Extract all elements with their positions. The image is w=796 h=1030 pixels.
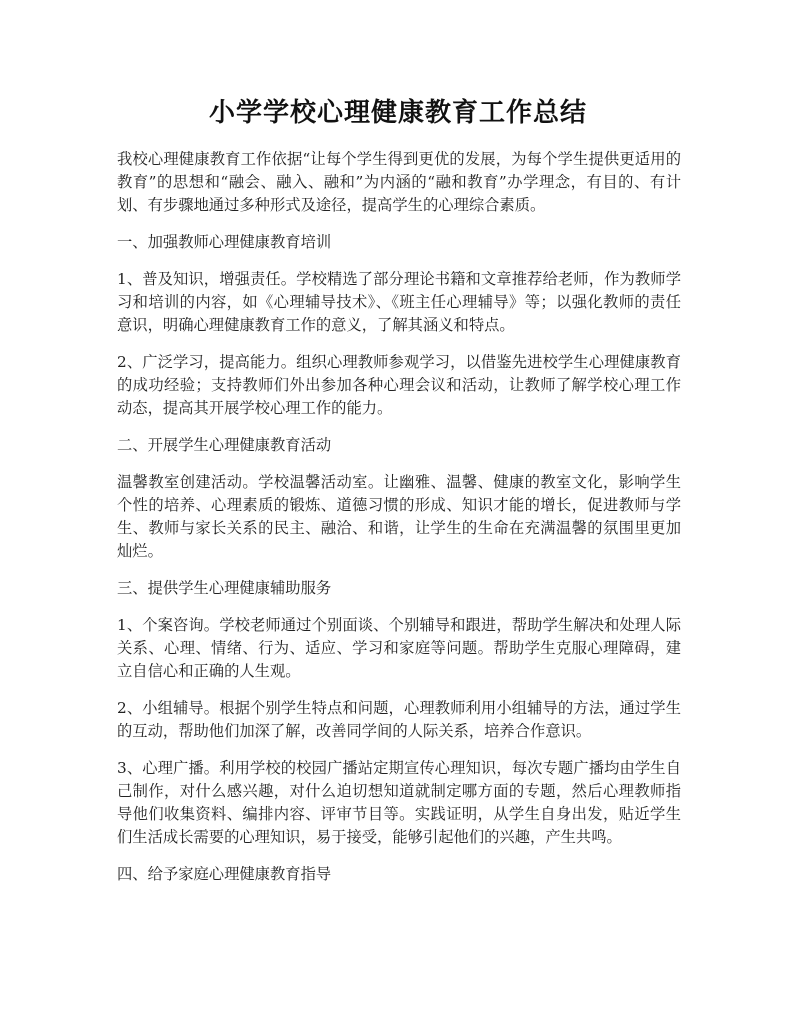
- section-2-paragraph-1: 温馨教室创建活动。学校温馨活动室。让幽雅、温馨、健康的教室文化，影响学生个性的培养、心理素质的锻炼、道德习惯的形成、知识才能的增长，促进教师与学生、教师与家长关系的民主、融洽、和谐，让学生的生命在充满温馨的氛围里更加灿烂。: [117, 473, 681, 560]
- section-1-paragraph-1: 1、普及知识，增强责任。学校精选了部分理论书籍和文章推荐给老师，作为教师学习和培训的内容，如《心理辅导技术》、《班主任心理辅导》等；以强化教师的责任意识，明确心理健康教育工作的意义，了解其涵义和特点。: [117, 270, 681, 334]
- section-3-paragraph-3: 3、心理广播。利用学校的校园广播站定期宣传心理知识，每次专题广播均由学生自己制作，对什么感兴趣，对什么迫切想知道就制定哪方面的专题，然后心理教师指导他们收集资料、编排内容、评审节目等。实践证明，从学生自身出发，贴近学生们生活成长需要的心理知识，易于接受，能够引起他们的兴趣，产生共鸣。: [117, 759, 681, 846]
- intro-paragraph: 我校心理健康教育工作依据“让每个学生得到更优的发展，为每个学生提供更适用的教育”的思想和“融会、融入、融和”为内涵的“融和教育”办学理念，有目的、有计划、有步骤地通过多种形式及途径，提高学生的心理综合素质。: [117, 150, 681, 214]
- section-4-heading: 四、给予家庭心理健康教育指导: [117, 865, 332, 883]
- document-title: 小学学校心理健康教育工作总结: [208, 98, 587, 128]
- section-1-paragraph-2: 2、广泛学习，提高能力。组织心理教师参观学习，以借鉴先进校学生心理健康教育的成功经验；支持教师们外出参加各种心理会议和活动，让教师了解学校心理工作动态，提高其开展学校心理工作的能力。: [117, 353, 681, 417]
- section-2-heading: 二、开展学生心理健康教育活动: [117, 436, 332, 454]
- section-3-paragraph-2: 2、小组辅导。根据个别学生特点和问题，心理教师利用小组辅导的方法，通过学生的互动，帮助他们加深了解，改善同学间的人际关系，培养合作意识。: [117, 699, 681, 740]
- section-1-heading: 一、加强教师心理健康教育培训: [117, 233, 332, 251]
- document-body: [117, 148, 681, 900]
- section-3-paragraph-1: 1、个案咨询。学校老师通过个别面谈、个别辅导和跟进，帮助学生解决和处理人际关系、心理、情绪、行为、适应、学习和家庭等问题。帮助学生克服心理障碍，建立自信心和正确的人生观。: [117, 616, 681, 680]
- section-3-heading: 三、提供学生心理健康辅助服务: [117, 579, 332, 597]
